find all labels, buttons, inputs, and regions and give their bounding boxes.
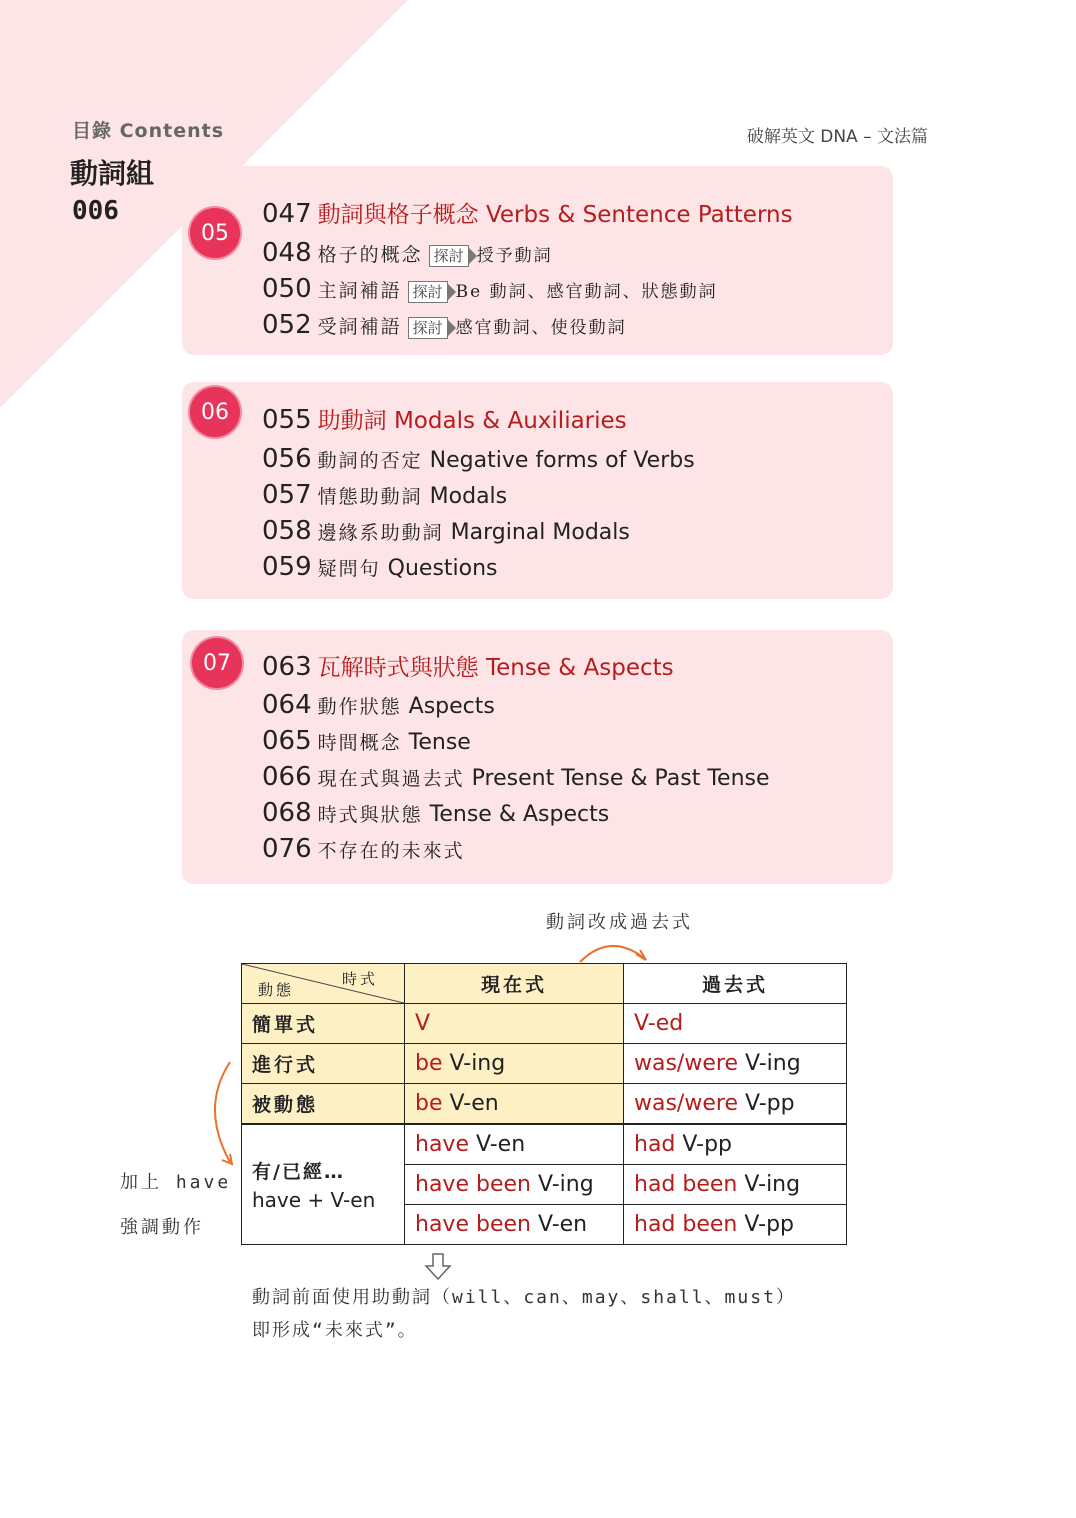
item-en: Aspects (408, 694, 495, 719)
section-title: 動詞組 (70, 157, 155, 190)
toc-item[interactable] (262, 480, 507, 510)
item-zh: 動作狀態 (317, 696, 402, 718)
item-en: Present Tense & Past Tense (471, 766, 770, 791)
present-cell (405, 1124, 624, 1165)
book-title: 破解英文 DNA – 文法篇 (746, 127, 928, 147)
chapter-box-07 (182, 630, 893, 884)
form-rest: V-en (468, 1132, 526, 1157)
perfect-formula: have + V-en (252, 1188, 376, 1212)
present-cell (405, 1004, 624, 1044)
item-zh: 受詞補語 (317, 316, 402, 338)
corner-cell (242, 964, 405, 1004)
top-note: 動詞改成過去式 (546, 912, 693, 933)
toc-item[interactable] (262, 552, 498, 582)
table-row (242, 1044, 847, 1084)
page-number: 068 (262, 798, 312, 828)
section-page-number: 006 (72, 196, 119, 226)
item-zh: 不存在的未來式 (317, 840, 465, 862)
form-rest: V-ing (737, 1051, 801, 1076)
item-extra: 授予動詞 (476, 246, 553, 266)
form-red: was/were (634, 1091, 738, 1116)
page-number: 066 (262, 762, 312, 792)
row-label: 進行式 (242, 1044, 405, 1084)
item-en: Tense (408, 730, 471, 755)
col-header-present: 現在式 (405, 964, 624, 1004)
toc-item[interactable] (262, 274, 718, 304)
row-label: 簡單式 (242, 1004, 405, 1044)
chapter-heading[interactable] (262, 402, 627, 435)
heading-zh: 動詞與格子概念 (317, 202, 479, 228)
item-zh: 疑問句 (317, 558, 381, 580)
item-zh: 主詞補語 (317, 280, 402, 302)
form-rest: V-en (530, 1212, 588, 1237)
form-red: have (415, 1132, 469, 1157)
toc-item[interactable] (262, 690, 495, 720)
toc-item[interactable] (262, 798, 609, 828)
table-row (242, 1084, 847, 1125)
page-number: 055 (262, 405, 312, 435)
form-red: was/were (634, 1051, 738, 1076)
toc-item[interactable] (262, 726, 471, 756)
heading-zh: 瓦解時式與狀態 (317, 655, 479, 681)
toc-item[interactable] (262, 516, 630, 546)
form-red: had been (634, 1172, 738, 1197)
item-en: Modals (429, 484, 508, 509)
chapter-badge: 06 (190, 387, 240, 437)
form-red: V (415, 1011, 431, 1036)
page-number: 047 (262, 199, 312, 229)
form-red: be (415, 1091, 443, 1116)
chapter-heading[interactable] (262, 196, 793, 229)
page-number: 050 (262, 274, 312, 304)
toc-item[interactable] (262, 444, 695, 474)
past-cell (624, 1205, 847, 1245)
page-number: 056 (262, 444, 312, 474)
page-number: 059 (262, 552, 312, 582)
heading-en: Verbs & Sentence Patterns (485, 202, 793, 228)
left-note-2: 強調動作 (120, 1217, 204, 1238)
chapter-box-05 (182, 166, 893, 355)
heading-en: Tense & Aspects (485, 655, 674, 681)
chapter-box-06 (182, 382, 893, 599)
bottom-note-2: 即形成“未來式”。 (252, 1320, 418, 1341)
present-cell (405, 1165, 624, 1205)
toc-item[interactable] (262, 238, 553, 268)
chapter-badge: 05 (190, 208, 240, 258)
explore-tag: 探討 (408, 317, 448, 339)
item-en: Questions (387, 556, 498, 581)
past-cell (624, 1165, 847, 1205)
item-zh: 時間概念 (317, 732, 402, 754)
heading-zh: 助動詞 (317, 408, 387, 434)
past-cell (624, 1124, 847, 1165)
item-zh: 時式與狀態 (317, 804, 423, 826)
item-zh: 現在式與過去式 (317, 768, 465, 790)
page-number: 058 (262, 516, 312, 546)
item-en: Tense & Aspects (429, 802, 610, 827)
curved-arrow-icon (200, 1058, 244, 1170)
down-arrow-icon (424, 1252, 452, 1282)
curved-arrow-icon (570, 932, 660, 966)
form-rest: V-ing (442, 1051, 506, 1076)
table-row (242, 1004, 847, 1044)
present-cell (405, 1205, 624, 1245)
page-number: 063 (262, 652, 312, 682)
item-extra: Be 動詞、感官動詞、狀態動詞 (455, 282, 718, 302)
table-row (242, 1124, 847, 1165)
item-zh: 格子的概念 (317, 244, 423, 266)
perfect-label-cell (242, 1124, 405, 1245)
page-number: 057 (262, 480, 312, 510)
page-number: 065 (262, 726, 312, 756)
page-number: 076 (262, 834, 312, 864)
form-rest: V-ing (530, 1172, 594, 1197)
chapter-heading[interactable] (262, 649, 674, 682)
explore-tag: 探討 (408, 281, 448, 303)
past-cell (624, 1084, 847, 1125)
item-en: Marginal Modals (450, 520, 630, 545)
row-label: 被動態 (242, 1084, 405, 1125)
left-note-1: 加上 have (120, 1172, 232, 1193)
corner-top-label: 時式 (341, 970, 378, 988)
form-red: have been (415, 1212, 531, 1237)
toc-item[interactable] (262, 310, 627, 340)
bottom-note-1: 動詞前面使用助動詞（will、can、may、shall、must） (252, 1287, 796, 1308)
form-red: had (634, 1132, 676, 1157)
past-cell (624, 1004, 847, 1044)
page-number: 048 (262, 238, 312, 268)
item-en: Negative forms of Verbs (429, 448, 695, 473)
chapter-badge: 07 (192, 638, 242, 688)
corner-bottom-label: 動態 (258, 981, 295, 999)
contents-label: 目錄 Contents (72, 120, 225, 142)
heading-en: Modals & Auxiliaries (393, 408, 627, 434)
form-red: be (415, 1051, 443, 1076)
form-red: had been (634, 1212, 738, 1237)
item-extra: 感官動詞、使役動詞 (455, 318, 627, 338)
form-red: V-ed (634, 1011, 684, 1036)
form-rest: V-en (442, 1091, 499, 1116)
item-zh: 情態助動詞 (317, 486, 423, 508)
present-cell (405, 1084, 624, 1125)
explore-tag: 探討 (429, 245, 469, 267)
form-red: have been (415, 1172, 531, 1197)
form-rest: V-ing (737, 1172, 801, 1197)
page-number: 052 (262, 310, 312, 340)
form-rest: V-pp (737, 1091, 795, 1116)
perfect-label: 有/已經… (252, 1161, 345, 1183)
toc-item[interactable] (262, 834, 465, 864)
toc-item[interactable] (262, 762, 770, 792)
page-number: 064 (262, 690, 312, 720)
present-cell (405, 1044, 624, 1084)
past-cell (624, 1044, 847, 1084)
grammar-table (241, 963, 847, 1245)
form-rest: V-pp (675, 1132, 733, 1157)
item-zh: 動詞的否定 (317, 450, 423, 472)
col-header-past: 過去式 (624, 964, 847, 1004)
item-zh: 邊緣系助動詞 (317, 522, 444, 544)
form-rest: V-pp (737, 1212, 794, 1237)
